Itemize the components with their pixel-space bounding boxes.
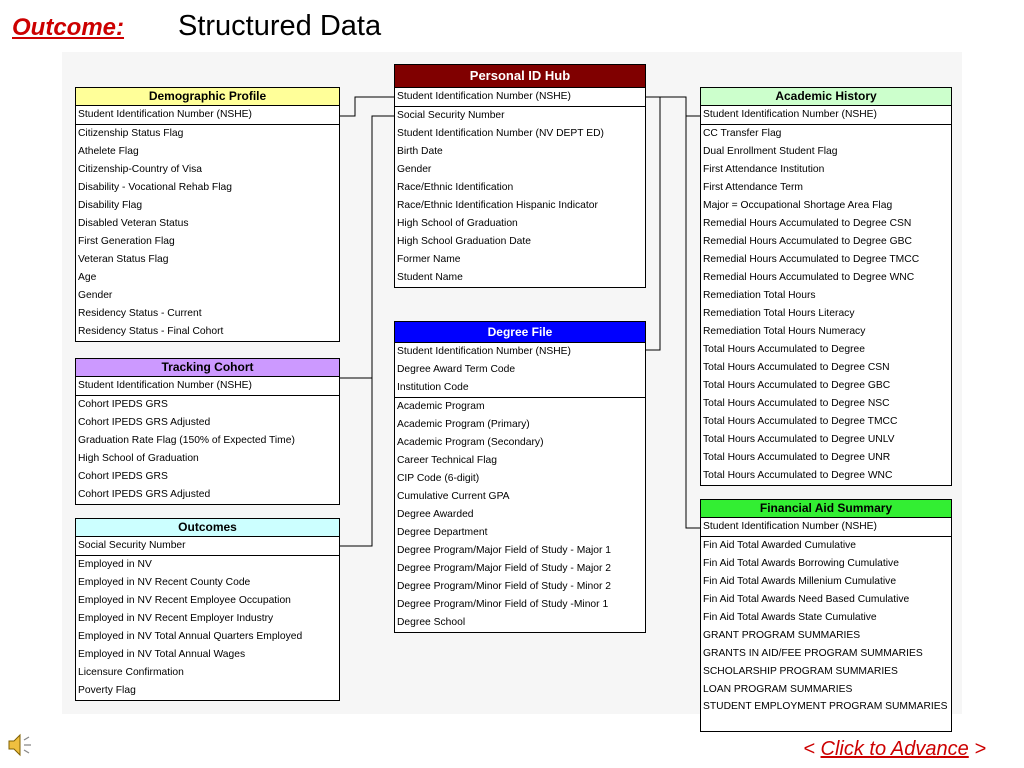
table-outcomes: [75, 518, 340, 701]
table-demographic-profile: [75, 87, 340, 342]
field-row: Degree Program/Minor Field of Study -Minor 1: [397, 599, 609, 610]
table-title: Financial Aid Summary: [701, 500, 951, 518]
click-to-advance[interactable]: [803, 738, 986, 761]
field-row: Cumulative Current GPA: [397, 491, 510, 502]
field-row: Remedial Hours Accumulated to Degree GBC: [703, 236, 912, 247]
field-row: STUDENT EMPLOYMENT PROGRAM SUMMARIES: [703, 701, 948, 712]
field-row: Employed in NV Recent County Code: [78, 577, 251, 588]
field-row: Student Identification Number (NSHE): [395, 88, 645, 107]
field-row: High School Graduation Date: [397, 236, 531, 247]
key-field: Student Identification Number (NSHE): [701, 518, 951, 537]
field-row: Academic Program (Secondary): [397, 437, 544, 448]
field-row: CC Transfer Flag: [703, 128, 782, 139]
field-row: Cohort IPEDS GRS Adjusted: [78, 489, 211, 500]
field-row: Career Technical Flag: [397, 455, 497, 466]
field-row: Citizenship Status Flag: [78, 128, 184, 139]
key-field: Student Identification Number (NSHE): [397, 346, 571, 357]
connector-hub-degree: [644, 97, 660, 350]
advance-close: >: [974, 738, 986, 760]
field-row: Remedial Hours Accumulated to Degree WNC: [703, 272, 915, 283]
table-title: Demographic Profile: [76, 88, 339, 106]
field-row: Remedial Hours Accumulated to Degree CSN: [703, 218, 912, 229]
field-row: First Attendance Institution: [703, 164, 825, 175]
table-title: Outcomes: [76, 519, 339, 537]
field-row: Employed in NV Total Annual Wages: [78, 649, 246, 660]
table-financial-aid-summary: [700, 499, 952, 732]
table-title: Personal ID Hub: [395, 65, 645, 88]
field-row: Disability - Vocational Rehab Flag: [78, 182, 232, 193]
field-row: Birth Date: [397, 146, 443, 157]
field-row: Gender: [397, 164, 432, 175]
field-row: Race/Ethnic Identification: [397, 182, 514, 193]
field-row: Degree Program/Major Field of Study - Major 1: [397, 545, 612, 556]
field-row: Academic Program (Primary): [397, 419, 530, 430]
field-row: Academic Program: [397, 401, 485, 412]
key-field: Student Identification Number (NSHE): [76, 106, 339, 125]
field-row: Residency Status - Current: [78, 308, 202, 319]
field-row: SCHOLARSHIP PROGRAM SUMMARIES: [703, 666, 898, 677]
table-title: Academic History: [701, 88, 951, 106]
field-row: Degree Program/Major Field of Study - Major 2: [397, 563, 612, 574]
table-personal-id-hub: [394, 64, 646, 288]
field-row: Employed in NV Total Annual Quarters Employed: [78, 631, 303, 642]
advance-link[interactable]: Click to Advance: [820, 738, 969, 760]
connector-demographic-hub: [338, 97, 396, 116]
field-row: Graduation Rate Flag (150% of Expected Time): [78, 435, 295, 446]
connector-hub-academic: [644, 97, 700, 116]
field-row: Cohort IPEDS GRS: [78, 471, 168, 482]
field-row: Residency Status - Final Cohort: [78, 326, 224, 337]
field-row: First Generation Flag: [78, 236, 175, 247]
field-row: Total Hours Accumulated to Degree GBC: [703, 380, 891, 391]
field-row: Remediation Total Hours Numeracy: [703, 326, 866, 337]
field-row: Fin Aid Total Awarded Cumulative: [703, 540, 857, 551]
advance-open: <: [803, 738, 815, 760]
field-row: Total Hours Accumulated to Degree CSN: [703, 362, 890, 373]
field-row: Poverty Flag: [78, 685, 136, 696]
field-row: GRANT PROGRAM SUMMARIES: [703, 630, 861, 641]
field-row: Disability Flag: [78, 200, 143, 211]
field-row: Student Identification Number (NV DEPT ED): [397, 128, 604, 139]
field-row: Fin Aid Total Awards Millenium Cumulative: [703, 576, 897, 587]
field-row: Veteran Status Flag: [78, 254, 169, 265]
field-row: Total Hours Accumulated to Degree: [703, 344, 865, 355]
key-field: Social Security Number: [76, 537, 339, 556]
field-row: Social Security Number: [397, 110, 505, 121]
field-row: Degree School: [397, 617, 466, 628]
field-row: Former Name: [397, 254, 461, 265]
field-row: Degree Program/Minor Field of Study - Minor 2: [397, 581, 612, 592]
field-row: Age: [78, 272, 97, 283]
field-row: High School of Graduation: [78, 453, 199, 464]
connector-tracking-hub: [338, 116, 396, 378]
field-row: Employed in NV Recent Employer Industry: [78, 613, 274, 624]
table-tracking-cohort: [75, 358, 340, 505]
outcome-label: Outcome:: [12, 14, 125, 41]
connector-outcomes-hub: [338, 116, 372, 546]
field-row: Total Hours Accumulated to Degree UNLV: [703, 434, 895, 445]
table-degree-file: [394, 321, 646, 633]
table-academic-history: [700, 87, 952, 486]
field-row: Employed in NV: [78, 559, 152, 570]
field-row: Degree Department: [397, 527, 488, 538]
field-row: Student Name: [397, 272, 463, 283]
field-row: GRANTS IN AID/FEE PROGRAM SUMMARIES: [703, 648, 923, 659]
field-row: Total Hours Accumulated to Degree UNR: [703, 452, 891, 463]
field-row: LOAN PROGRAM SUMMARIES: [703, 684, 853, 695]
field-row: Gender: [78, 290, 113, 301]
key-field: Student Identification Number (NSHE): [76, 377, 339, 396]
field-row: Fin Aid Total Awards State Cumulative: [703, 612, 877, 623]
field-row: Employed in NV Recent Employee Occupation: [78, 595, 291, 606]
field-row: Fin Aid Total Awards Need Based Cumulative: [703, 594, 910, 605]
page-title: Structured Data: [178, 10, 382, 42]
key-field: Degree Award Term Code: [397, 364, 516, 375]
field-row: Remediation Total Hours: [703, 290, 816, 301]
field-row: First Attendance Term: [703, 182, 803, 193]
field-row: Cohort IPEDS GRS: [78, 399, 168, 410]
speaker-icon[interactable]: [6, 730, 36, 760]
field-row: Fin Aid Total Awards Borrowing Cumulative: [703, 558, 899, 569]
field-row: CIP Code (6-digit): [397, 473, 480, 484]
field-row: Cohort IPEDS GRS Adjusted: [78, 417, 211, 428]
field-row: Disabled Veteran Status: [78, 218, 189, 229]
field-row: Race/Ethnic Identification Hispanic Indicator: [397, 200, 598, 211]
table-title: Tracking Cohort: [76, 359, 339, 377]
field-row: Remediation Total Hours Literacy: [703, 308, 855, 319]
field-row: Remedial Hours Accumulated to Degree TMCC: [703, 254, 920, 265]
field-row: Degree Awarded: [397, 509, 474, 520]
field-row: Citizenship-Country of Visa: [78, 164, 203, 175]
field-row: Licensure Confirmation: [78, 667, 184, 678]
field-row: Total Hours Accumulated to Degree WNC: [703, 470, 893, 481]
field-row: Major = Occupational Shortage Area Flag: [703, 200, 893, 211]
field-row: Athelete Flag: [78, 146, 139, 157]
field-row: Total Hours Accumulated to Degree NSC: [703, 398, 890, 409]
key-field: Student Identification Number (NSHE): [701, 106, 951, 125]
field-row: High School of Graduation: [397, 218, 518, 229]
connector-hub-financial: [686, 116, 700, 528]
field-row: Dual Enrollment Student Flag: [703, 146, 838, 157]
key-field: Institution Code: [395, 379, 645, 398]
table-title: Degree File: [395, 322, 645, 343]
field-row: Total Hours Accumulated to Degree TMCC: [703, 416, 898, 427]
